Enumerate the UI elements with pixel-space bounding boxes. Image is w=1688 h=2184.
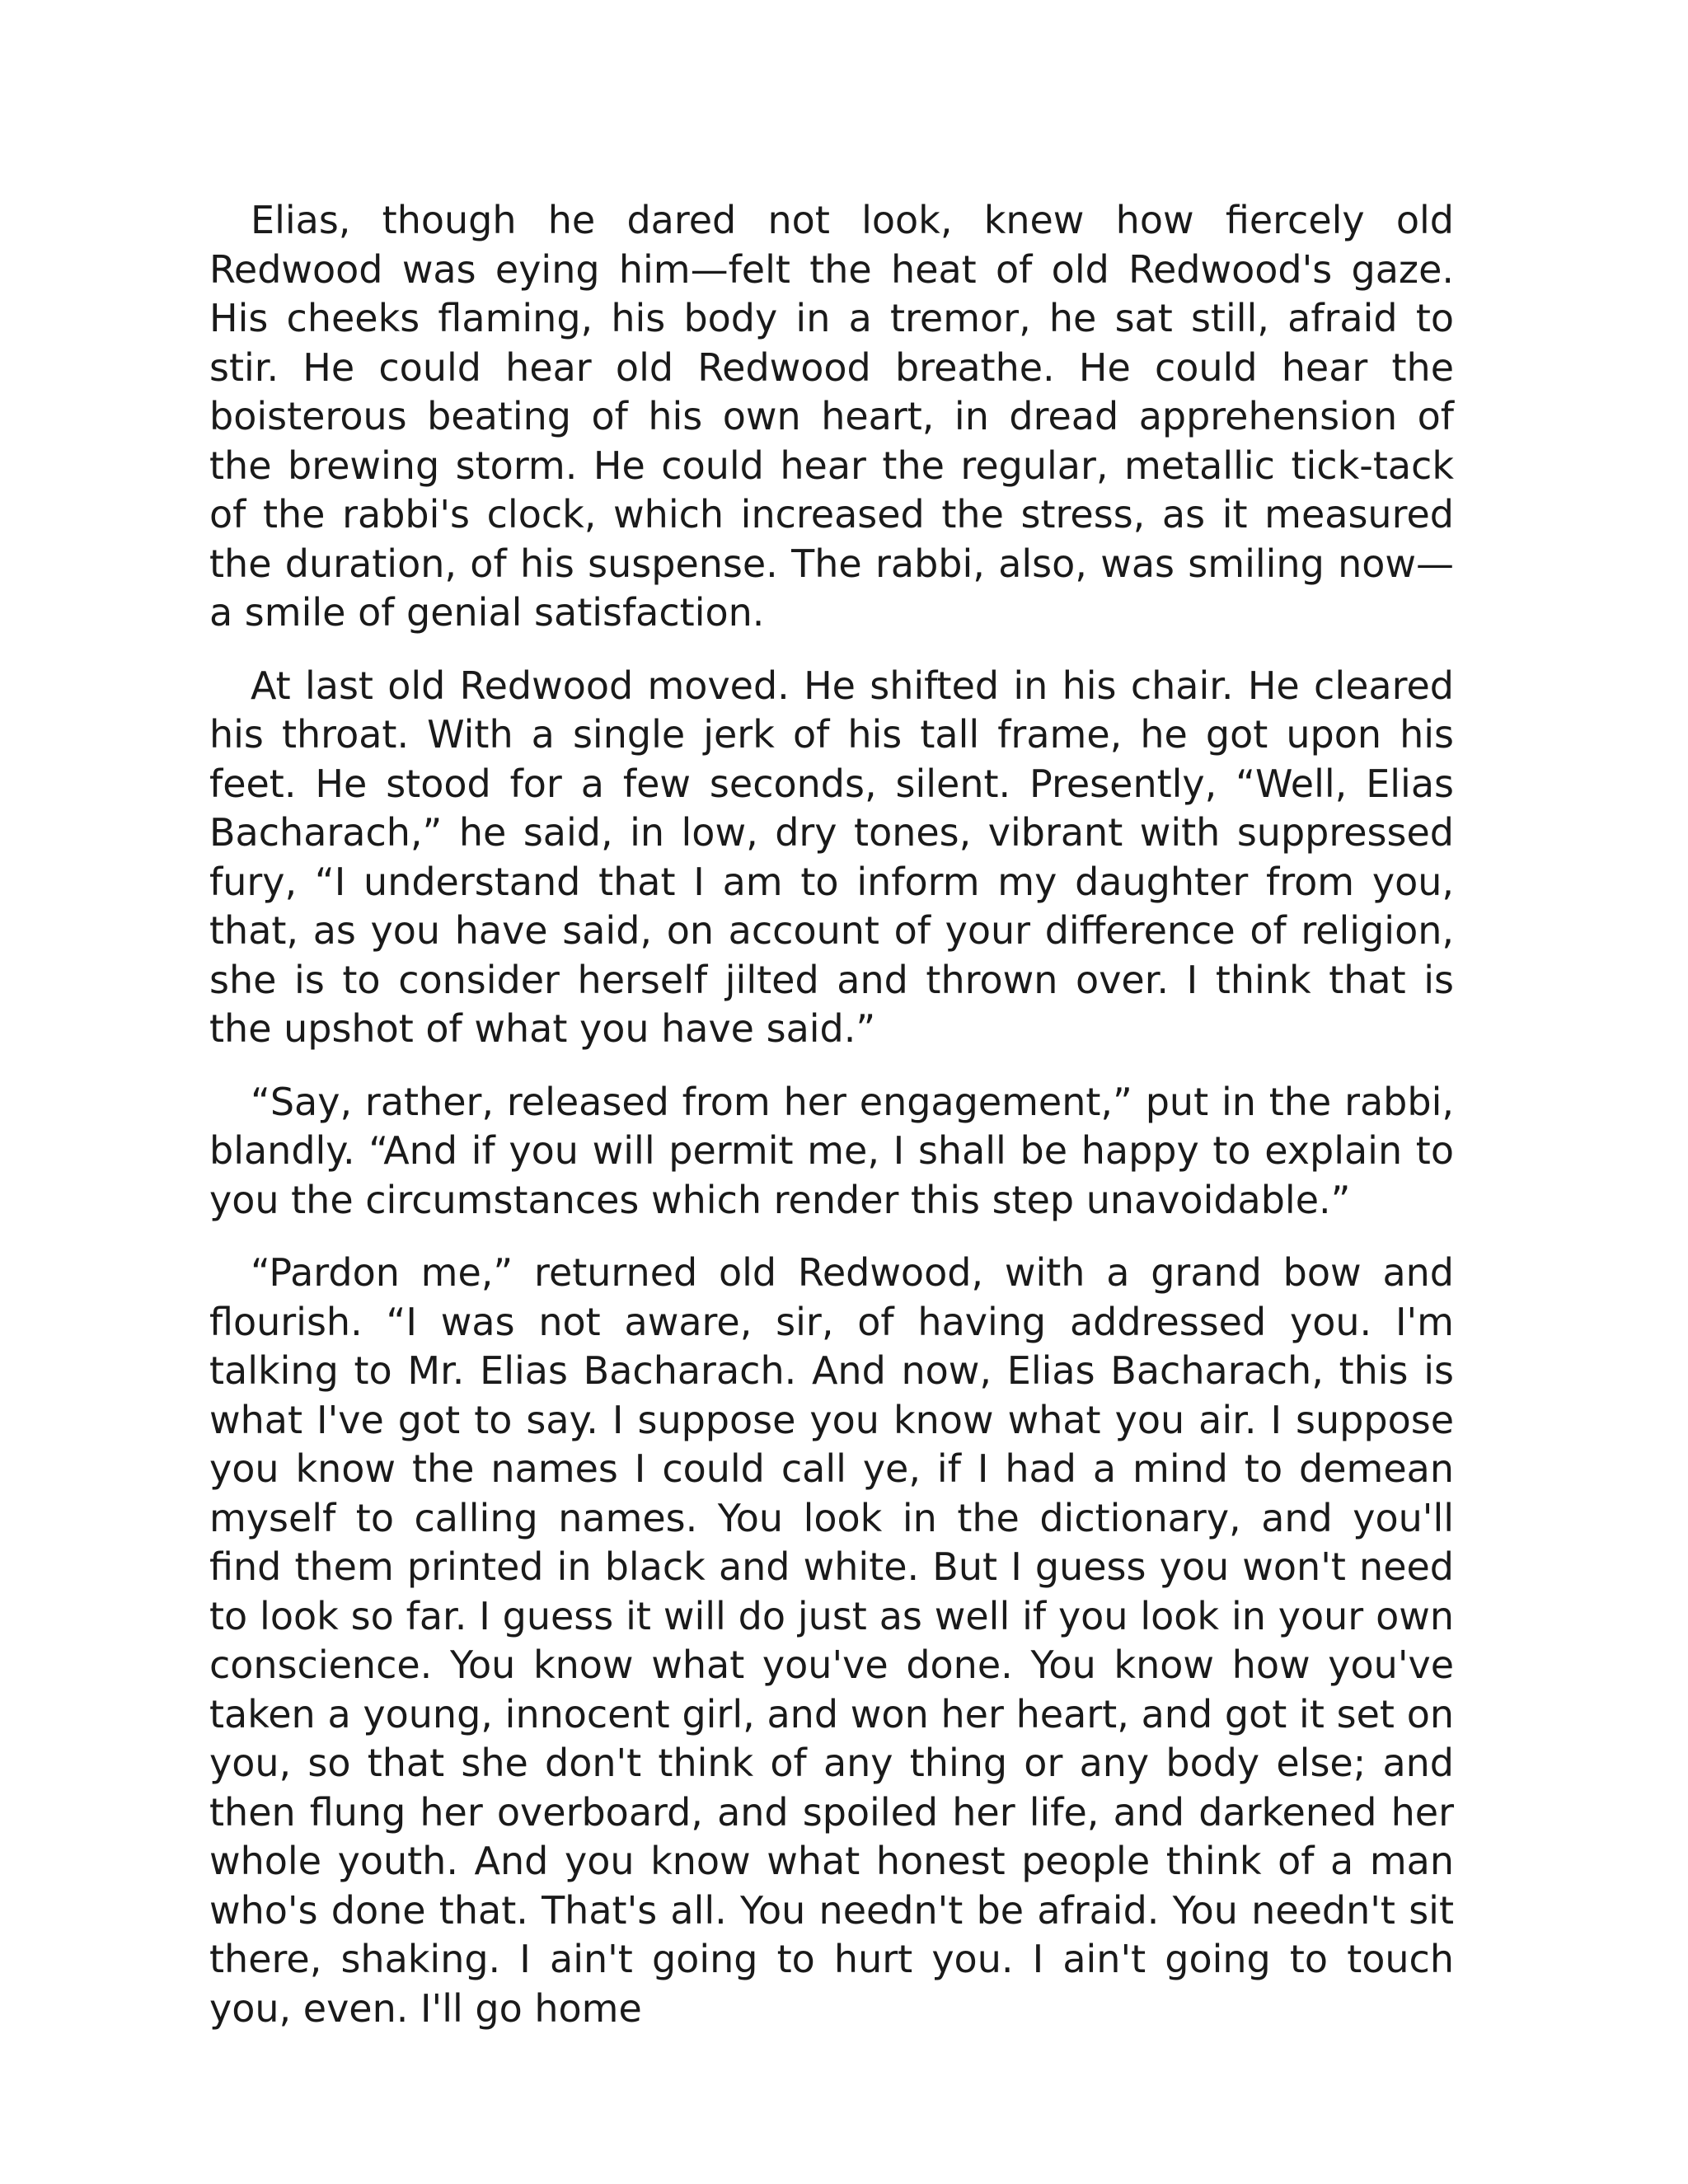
paragraph-1: Elias, though he dared not look, knew how fiercely old Redwood was eying him—felt the heat of old Redwood's gaze. His cheeks flaming, his body in a tremor, he sat still, afraid to stir. He could hear old Redwood breathe. He could hear the boisterous beating of his own heart, in dread apprehension of the brewing storm. He could hear the regular, metallic tick-tack of the rabbi's clock, which increased the stress, as it measured the duration, of his suspense. The rabbi, also, was smiling now—a smile of genial satisfaction. xyxy=(209,198,1454,635)
paragraph-4: “Pardon me,” returned old Redwood, with a grand bow and flourish. “I was not aware, sir, of having addressed you. I'm talking to Mr. Elias Bacharach. And now, Elias Bacharach, this is what I've got to say. I suppose you know what you air. I suppose you know the names I could call ye, if I had a mind to demean myself to calling names. You look in the dictionary, and you'll find them printed in black and white. But I guess you won't need to look so far. I guess it will do just as well if you look in your own conscience. You know what you've done. You know how you've taken a young, innocent girl, and won her heart, and got it set on you, so that she don't think of any thing or any body else; and then flung her overboard, and spoiled her life, and darkened her whole youth. And you know what honest people think of a man who's done that. That's all. You needn't be afraid. You needn't sit there, shaking. I ain't going to hurt you. I ain't going to touch you, even. I'll go home xyxy=(209,1250,1454,2031)
body-text xyxy=(209,196,1454,2033)
paragraph-3: “Say, rather, released from her engagement,” put in the rabbi, blandly. “And if you will permit me, I shall be happy to explain to you the circumstances which render this step unavoidable.” xyxy=(209,1079,1454,1222)
paragraph-2: At last old Redwood moved. He shifted in his chair. He cleared his throat. With a single jerk of his tall frame, he got upon his feet. He stood for a few seconds, silent. Presently, “Well, Elias Bacharach,” he said, in low, dry tones, vibrant with suppressed fury, “I understand that I am to inform my daughter from you, that, as you have said, on account of your difference of religion, she is to consider herself jilted and thrown over. I think that is the upshot of what you have said.” xyxy=(209,663,1454,1051)
